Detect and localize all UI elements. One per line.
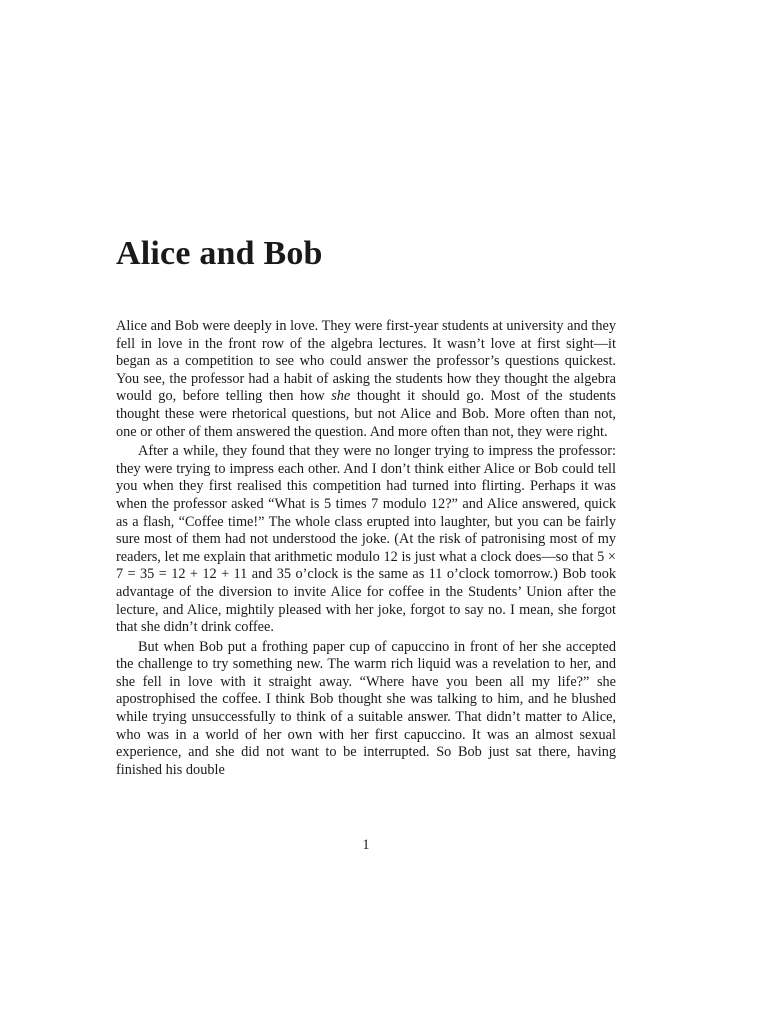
paragraph-1 [116, 318, 616, 441]
chapter-title: Alice and Bob [116, 235, 323, 272]
paragraph-1-emphasis: she [331, 388, 351, 405]
body-text [116, 318, 616, 779]
paragraph-3: But when Bob put a frothing paper cup of capuccino in front of her she accepted the challenge to try something new. The warm rich liquid was a revelation to her, and she fell in love with it straight away. “Where have you been all my life?” she apostrophised the coffee. I think Bob thought she was talking to him, and he blushed while trying unsuccessfully to think of a suitable answer. That didn’t matter to Alice, who was in a world of her own with her first capuccino. It was an almost sexual experience, and she did not want to be interrupted. So Bob just sat there, having finished his double [116, 638, 616, 778]
page-number: 1 [362, 837, 370, 853]
paragraph-1-text-b: thought it should go. Most of the students thought these were rhetorical questions, but not Alice and Bob. More often than not, one or other of them answered the question. And more often than not, they were right. [116, 388, 616, 440]
paragraph-2: After a while, they found that they were no longer trying to impress the professor: they were trying to impress each other. And I don’t think either Alice or Bob could tell you when they first realised this competition had turned into flirting. Perhaps it was when the professor asked “What is 5 times 7 modulo 12?” and Alice answered, quick as a flash, “Coffee time!” The whole class erupted into laughter, but you can be fairly sure most of them had not understood the joke. (At the risk of patronising most of my readers, let me explain that arithmetic modulo 12 is just what a clock does—so that 5 × 7 = 35 = 12 + 12 + 11 and 35 o’clock is the same as 11 o’clock tomorrow.) Bob took advantage of the diversion to invite Alice for coffee in the Students’ Union after the lecture, and Alice, mightily pleased with her joke, forgot to say no. I mean, she forgot that she didn’t drink coffee. [116, 443, 616, 636]
paragraph-1-text-a: Alice and Bob were deeply in love. They were first-year students at university and they fell in love in the front row of the algebra lectures. It wasn’t love at first sight—it began as a competition to see who could answer the professor’s questions quickest. You see, the professor had a habit of asking the students how they thought the algebra would go, before telling then how [116, 318, 616, 405]
